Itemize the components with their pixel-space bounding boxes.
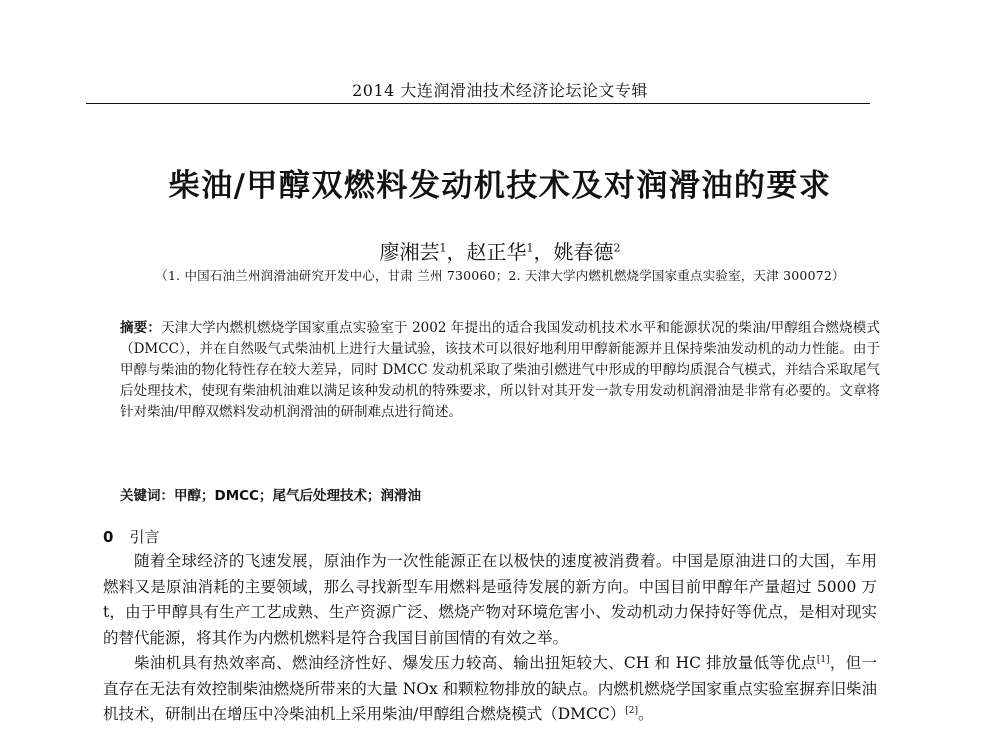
abstract: [120, 318, 880, 423]
author-name: 姚春德: [553, 240, 614, 264]
paragraph: 随着全球经济的飞速发展，原油作为一次性能源正在以极快的速度被消费着。中国是原油进口的大国，车用燃料又是原油消耗的主要领域，那么寻找新型车用燃料是亟待发展的新方向。中国目前甲醇年产量超过 5000 万 t，由于甲醇具有生产工艺成熟、生产资源广泛、燃烧产物对环境危害小、发动机动力保持好等优点，是相对现实的替代能源，将其作为内燃机燃料是符合我国目前国情的有效之举。: [103, 552, 877, 647]
author-affiliation-mark: 2: [613, 241, 621, 255]
author-affiliation-mark: 1: [439, 241, 447, 255]
body-text: [103, 549, 877, 728]
paragraph: 柴油机具有热效率高、燃油经济性好、爆发压力较高、输出扭矩较大、CH 和 HC 排放量低等优点[1]，但一直存在无法有效控制柴油燃烧所带来的大量 NOx 和颗粒物排放的缺点。内燃机燃烧学国家重点实验室摒弃旧柴油机技术，研制出在增压中冷柴油机上采用柴油/甲醇组合燃烧模式（DMCC）[2]。: [103, 654, 877, 723]
abstract-label: 摘要：: [120, 320, 162, 336]
paper-title: 柴油/甲醇双燃料发动机技术及对润滑油的要求: [168, 168, 832, 204]
author-name: 赵正华: [466, 240, 527, 264]
running-header: 2014 大连润滑油技术经济论坛论文专辑: [352, 81, 648, 100]
citation: [2]: [625, 705, 638, 716]
keywords-label: 关键词：: [120, 488, 174, 504]
citation: [1]: [816, 654, 830, 665]
section-number: 0: [103, 528, 114, 546]
abstract-text: 天津大学内燃机燃烧学国家重点实验室于 2002 年提出的适合我国发动机技术水平和能源状况的柴油/甲醇组合燃烧模式（DMCC），并在自然吸气式柴油机上进行大量试验，该技术可以很好地利用甲醇新能源并且保持柴油发动机的动力性能。由于甲醇与柴油的物化特性存在较大差异，同时 DMCC 发动机采取了柴油引燃进气中形成的甲醇均质混合气模式，并结合采取尾气后处理技术，使现有柴油机油难以满足该种发动机的特殊要求，所以针对其开发一款专用发动机润滑油是非常有必要的。文章将针对柴油/甲醇双燃料发动机润滑油的研制难点进行简述。: [120, 320, 880, 420]
keywords: [120, 484, 880, 504]
section-heading: [103, 526, 159, 547]
header-rule: [86, 103, 870, 104]
keywords-text: 甲醇；DMCC；尾气后处理技术；润滑油: [174, 488, 421, 504]
affiliation: （1. 中国石油兰州润滑油研究开发中心，甘肃 兰州 730060；2. 天津大学内燃机燃烧学国家重点实验室，天津 300072）: [155, 268, 845, 283]
author-list: 廖湘芸$^1$，赵正华$^1$，姚春德$^2$: [379, 240, 621, 264]
section-title: 引言: [129, 528, 160, 546]
author-affiliation-mark: 1: [526, 241, 534, 255]
author-name: 廖湘芸: [379, 240, 440, 264]
